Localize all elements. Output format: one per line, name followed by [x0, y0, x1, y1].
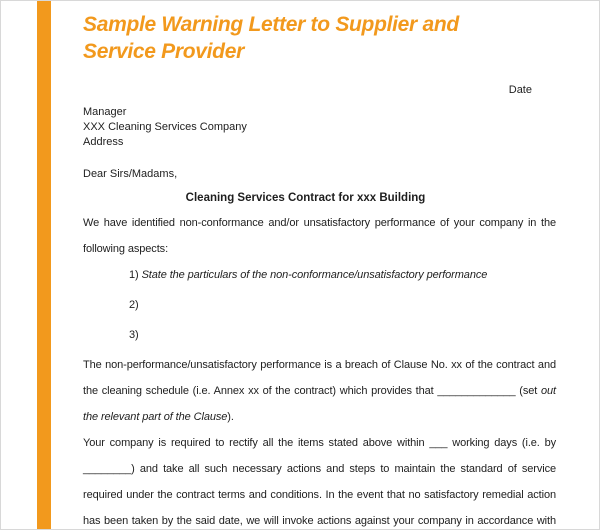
paragraph-breach-clause: [83, 352, 556, 430]
list-item-1-text: State the particulars of the non-conformance/unsatisfactory performance: [141, 269, 488, 281]
list-item-2-number: 2): [129, 299, 139, 311]
subject-line: Cleaning Services Contract for xxx Building: [185, 192, 426, 204]
document-title: [83, 11, 556, 65]
list-item-2: [129, 292, 556, 318]
paragraph-non-conformance: We have identified non-conformance and/or unsatisfactory performance of your company in the following aspects:: [83, 217, 556, 255]
list-item-1: [129, 262, 556, 288]
recipient-line-manager: Manager: [83, 106, 127, 118]
paragraph-breach-part1: The non-performance/unsatisfactory performance is a breach of Clause No. xx of the contract and the cleaning schedule (i.e. Annex xx of the contract) which provides that _____________ (set: [83, 359, 556, 397]
document-title-line1: Sample Warning Letter to Supplier and: [83, 13, 459, 36]
list-item-1-number: 1): [129, 269, 139, 281]
document-title-line2: Service Provider: [83, 40, 244, 63]
salutation: Dear Sirs/Madams,: [83, 168, 178, 180]
particulars-list: [129, 262, 556, 348]
paragraph-rectify: Your company is required to rectify all the items stated above within ___ working days (i.e. by ________) and take all such necessary actions and steps to maintain the standard of service required under the contract terms and conditions. In the event that no satisfactory remedial action has been taken by the said date, we will invoke actions against your company in accordance with: [83, 437, 556, 527]
date-label: Date: [508, 84, 532, 96]
accent-bar: [37, 1, 51, 529]
paragraph-breach-italic: out the relevant part of the Clause: [83, 385, 556, 423]
recipient-line-company: XXX Cleaning Services Company: [83, 121, 247, 133]
recipient-block: [83, 105, 556, 150]
recipient-line-address: Address: [83, 136, 124, 148]
paragraph-breach-part2: ).: [227, 411, 234, 423]
list-item-3: [129, 322, 556, 348]
date-row: [83, 83, 556, 97]
list-item-3-number: 3): [129, 329, 139, 341]
letter-content: [83, 1, 556, 530]
